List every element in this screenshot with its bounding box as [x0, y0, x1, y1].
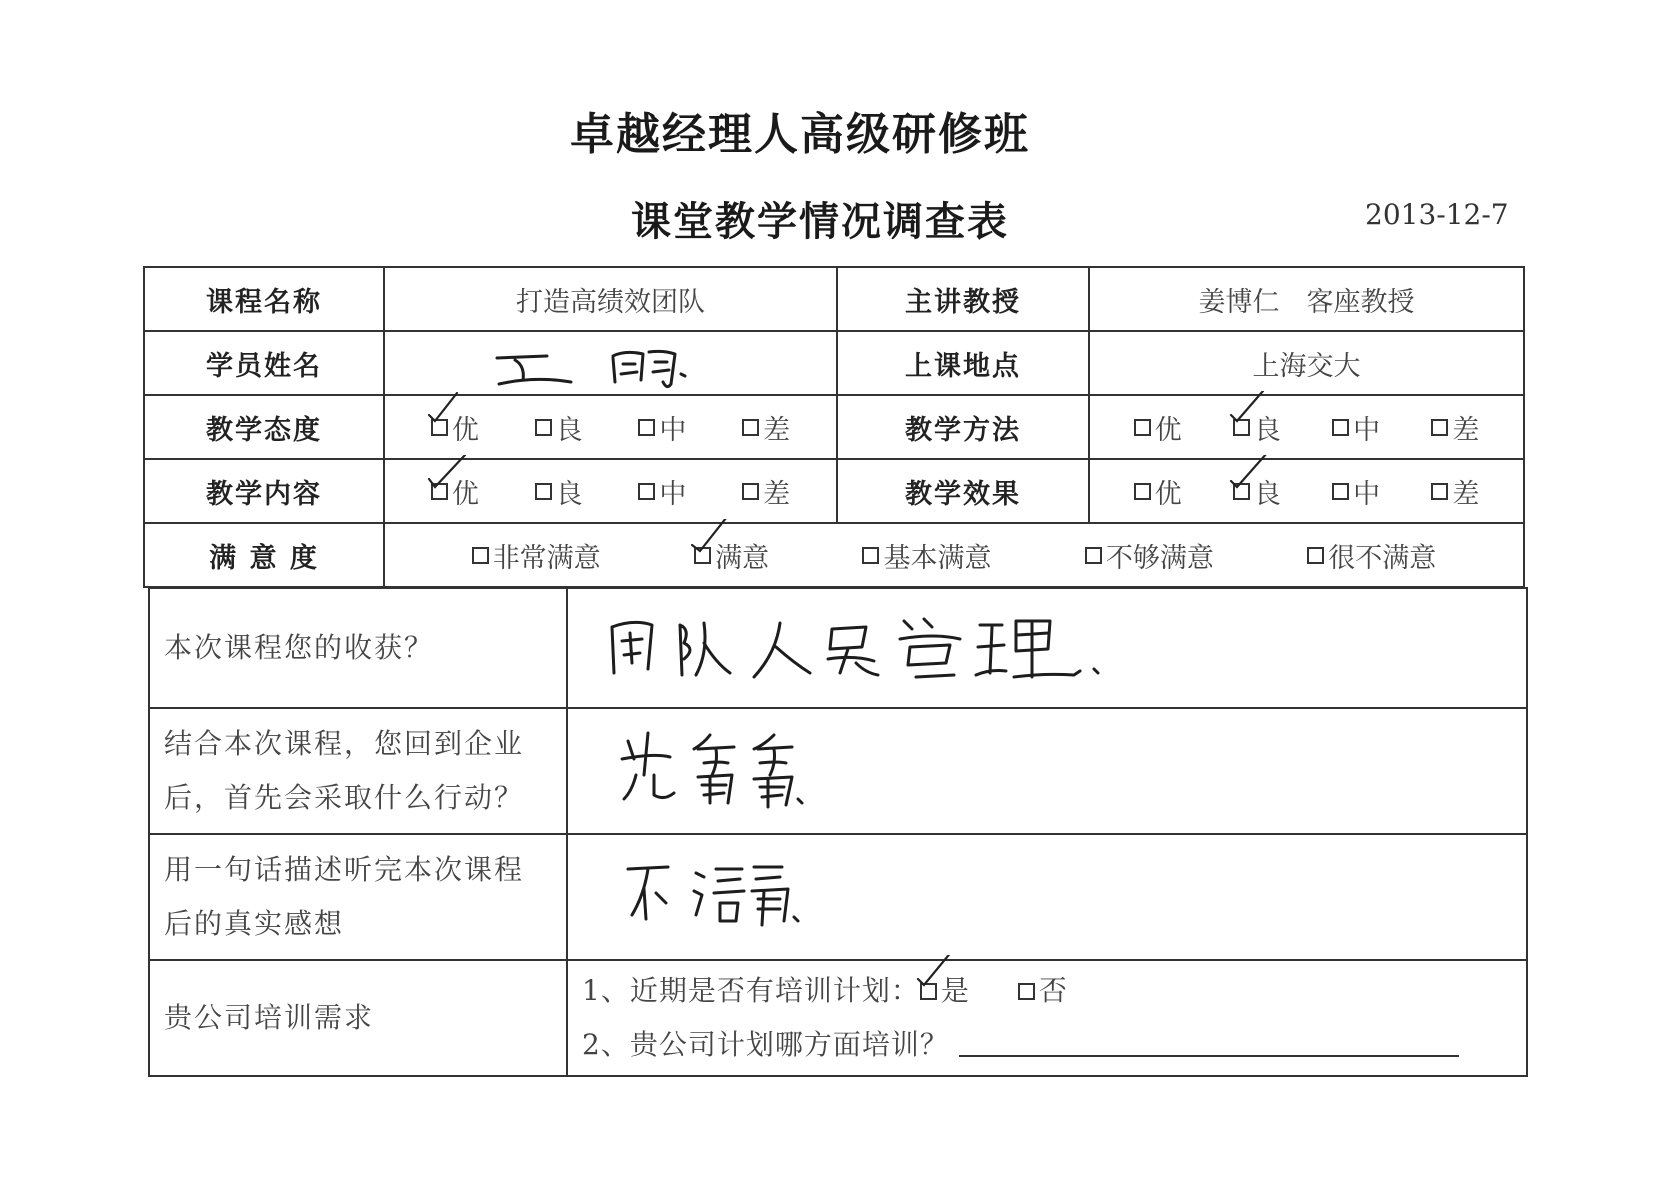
option-label: 优 — [1154, 478, 1182, 510]
method-option-average[interactable] — [1332, 408, 1380, 447]
satisfaction-label: 满 意 度 — [144, 523, 384, 587]
option-label: 基本满意 — [883, 542, 992, 574]
option-label: 中 — [1353, 478, 1381, 510]
feeling-answer-handwriting — [622, 855, 862, 935]
effect-option-excellent[interactable] — [1134, 472, 1182, 511]
checkbox[interactable] — [1307, 547, 1324, 564]
location-label: 上课地点 — [837, 331, 1089, 395]
option-label: 良 — [1253, 478, 1281, 510]
option-label: 差 — [1452, 414, 1480, 446]
training-area-field[interactable] — [959, 1033, 1459, 1057]
option-label: 否 — [1038, 974, 1068, 1007]
effect-options — [1089, 459, 1524, 523]
attitude-option-excellent[interactable] — [431, 408, 479, 447]
content-option-poor[interactable] — [742, 472, 790, 511]
satisfaction-option-very-satisfied[interactable] — [472, 536, 601, 575]
action-question — [149, 708, 567, 834]
option-label: 优 — [451, 414, 479, 446]
effect-option-average[interactable] — [1332, 472, 1380, 511]
checkbox-checked[interactable] — [920, 983, 937, 1000]
gain-answer-field[interactable] — [567, 588, 1527, 708]
content-label: 教学内容 — [144, 459, 384, 523]
checkbox[interactable] — [1332, 419, 1349, 436]
option-label: 优 — [451, 478, 479, 510]
question-text-line2: 后，首先会采取什么行动？ — [164, 781, 525, 814]
action-answer-handwriting — [614, 719, 874, 815]
option-label: 差 — [763, 478, 791, 510]
feedback-table — [148, 587, 1528, 1077]
satisfaction-option-basic[interactable] — [862, 536, 991, 575]
attitude-option-poor[interactable] — [742, 408, 790, 447]
table-row — [149, 588, 1527, 708]
table-row — [149, 834, 1527, 960]
method-option-excellent[interactable] — [1134, 408, 1182, 447]
effect-option-poor[interactable] — [1431, 472, 1479, 511]
form-title: 卓越经理人高级研修班 — [570, 109, 1030, 160]
attitude-label: 教学态度 — [144, 395, 384, 459]
checkbox[interactable] — [1134, 483, 1151, 500]
area-question-text: 2、贵公司计划哪方面培训？ — [582, 1028, 949, 1061]
checkbox-checked[interactable] — [431, 483, 448, 500]
method-option-good[interactable] — [1233, 408, 1281, 447]
checkbox-checked[interactable] — [1233, 483, 1250, 500]
form-subtitle: 课堂教学情况调查表 — [631, 199, 1009, 245]
option-label: 良 — [1253, 414, 1281, 446]
option-label: 满意 — [715, 542, 770, 574]
option-label: 非常满意 — [492, 542, 601, 574]
training-needs-cell — [567, 960, 1527, 1076]
content-option-good[interactable] — [535, 472, 583, 511]
checkbox[interactable] — [638, 483, 655, 500]
gain-question — [149, 588, 567, 708]
attitude-option-average[interactable] — [638, 408, 686, 447]
option-label: 不够满意 — [1105, 542, 1214, 574]
table-row — [149, 960, 1527, 1076]
training-plan-line — [568, 964, 1526, 1018]
effect-option-good[interactable] — [1233, 472, 1281, 511]
method-label: 教学方法 — [837, 395, 1089, 459]
satisfaction-option-satisfied[interactable] — [694, 536, 769, 575]
table-row — [149, 708, 1527, 834]
checkbox[interactable] — [535, 419, 552, 436]
checkbox[interactable] — [472, 547, 489, 564]
question-text: 本次课程您的收获？ — [164, 631, 435, 664]
checkbox[interactable] — [1018, 983, 1035, 1000]
option-label: 差 — [1452, 478, 1480, 510]
table-row — [144, 267, 1524, 331]
table-row — [144, 459, 1524, 523]
table-row — [144, 395, 1524, 459]
checkbox-checked[interactable] — [1233, 419, 1250, 436]
table-row — [144, 331, 1524, 395]
checkbox[interactable] — [1431, 419, 1448, 436]
option-label: 是 — [940, 974, 970, 1007]
checkbox[interactable] — [742, 419, 759, 436]
checkbox[interactable] — [1332, 483, 1349, 500]
checkbox[interactable] — [1085, 547, 1102, 564]
student-name-label: 学员姓名 — [144, 331, 384, 395]
content-options — [384, 459, 837, 523]
method-option-poor[interactable] — [1431, 408, 1479, 447]
checkbox[interactable] — [1134, 419, 1151, 436]
question-text: 贵公司培训需求 — [164, 1001, 375, 1034]
form-date: 2013-12-7 — [1365, 198, 1509, 231]
attitude-options — [384, 395, 837, 459]
checkbox[interactable] — [742, 483, 759, 500]
checkbox[interactable] — [862, 547, 879, 564]
training-needs-label — [149, 960, 567, 1076]
content-option-average[interactable] — [638, 472, 686, 511]
table-row — [144, 523, 1524, 587]
feeling-answer-field[interactable] — [567, 834, 1527, 960]
location-value[interactable]: 上海交大 — [1089, 331, 1524, 395]
option-label: 优 — [1154, 414, 1182, 446]
checkbox[interactable] — [638, 419, 655, 436]
professor-value[interactable]: 姜博仁 客座教授 — [1089, 267, 1524, 331]
effect-label: 教学效果 — [837, 459, 1089, 523]
feeling-question — [149, 834, 567, 960]
plan-option-no[interactable] — [1018, 964, 1068, 1018]
question-text-line1: 用一句话描述听完本次课程 — [164, 853, 525, 886]
action-answer-field[interactable] — [567, 708, 1527, 834]
option-label: 中 — [659, 414, 687, 446]
method-options — [1089, 395, 1524, 459]
option-label: 良 — [555, 414, 583, 446]
option-label: 中 — [1353, 414, 1381, 446]
checkbox-checked[interactable] — [694, 547, 711, 564]
question-text-line2: 后的真实感想 — [164, 907, 345, 940]
checkbox[interactable] — [1431, 483, 1448, 500]
satisfaction-option-very-unsatisfied[interactable] — [1307, 536, 1436, 575]
course-name-value[interactable]: 打造高绩效团队 — [384, 267, 837, 331]
question-text-line1: 结合本次课程，您回到企业 — [164, 727, 525, 760]
student-name-field[interactable] — [384, 331, 837, 395]
option-label: 良 — [555, 478, 583, 510]
student-name-handwriting — [485, 336, 725, 396]
course-name-label: 课程名称 — [144, 267, 384, 331]
professor-label: 主讲教授 — [837, 267, 1089, 331]
plan-option-yes[interactable] — [920, 964, 970, 1018]
plan-question-text: 1、近期是否有培训计划： — [582, 974, 920, 1007]
checkbox[interactable] — [535, 483, 552, 500]
course-info-table — [143, 266, 1525, 588]
checkbox-checked[interactable] — [431, 419, 448, 436]
attitude-option-good[interactable] — [535, 408, 583, 447]
training-area-line — [568, 1018, 1526, 1072]
option-label: 很不满意 — [1328, 542, 1437, 574]
gain-answer-handwriting — [604, 603, 1124, 693]
satisfaction-options — [384, 523, 1524, 587]
option-label: 差 — [763, 414, 791, 446]
content-option-excellent[interactable] — [431, 472, 479, 511]
option-label: 中 — [659, 478, 687, 510]
satisfaction-option-insufficient[interactable] — [1085, 536, 1214, 575]
